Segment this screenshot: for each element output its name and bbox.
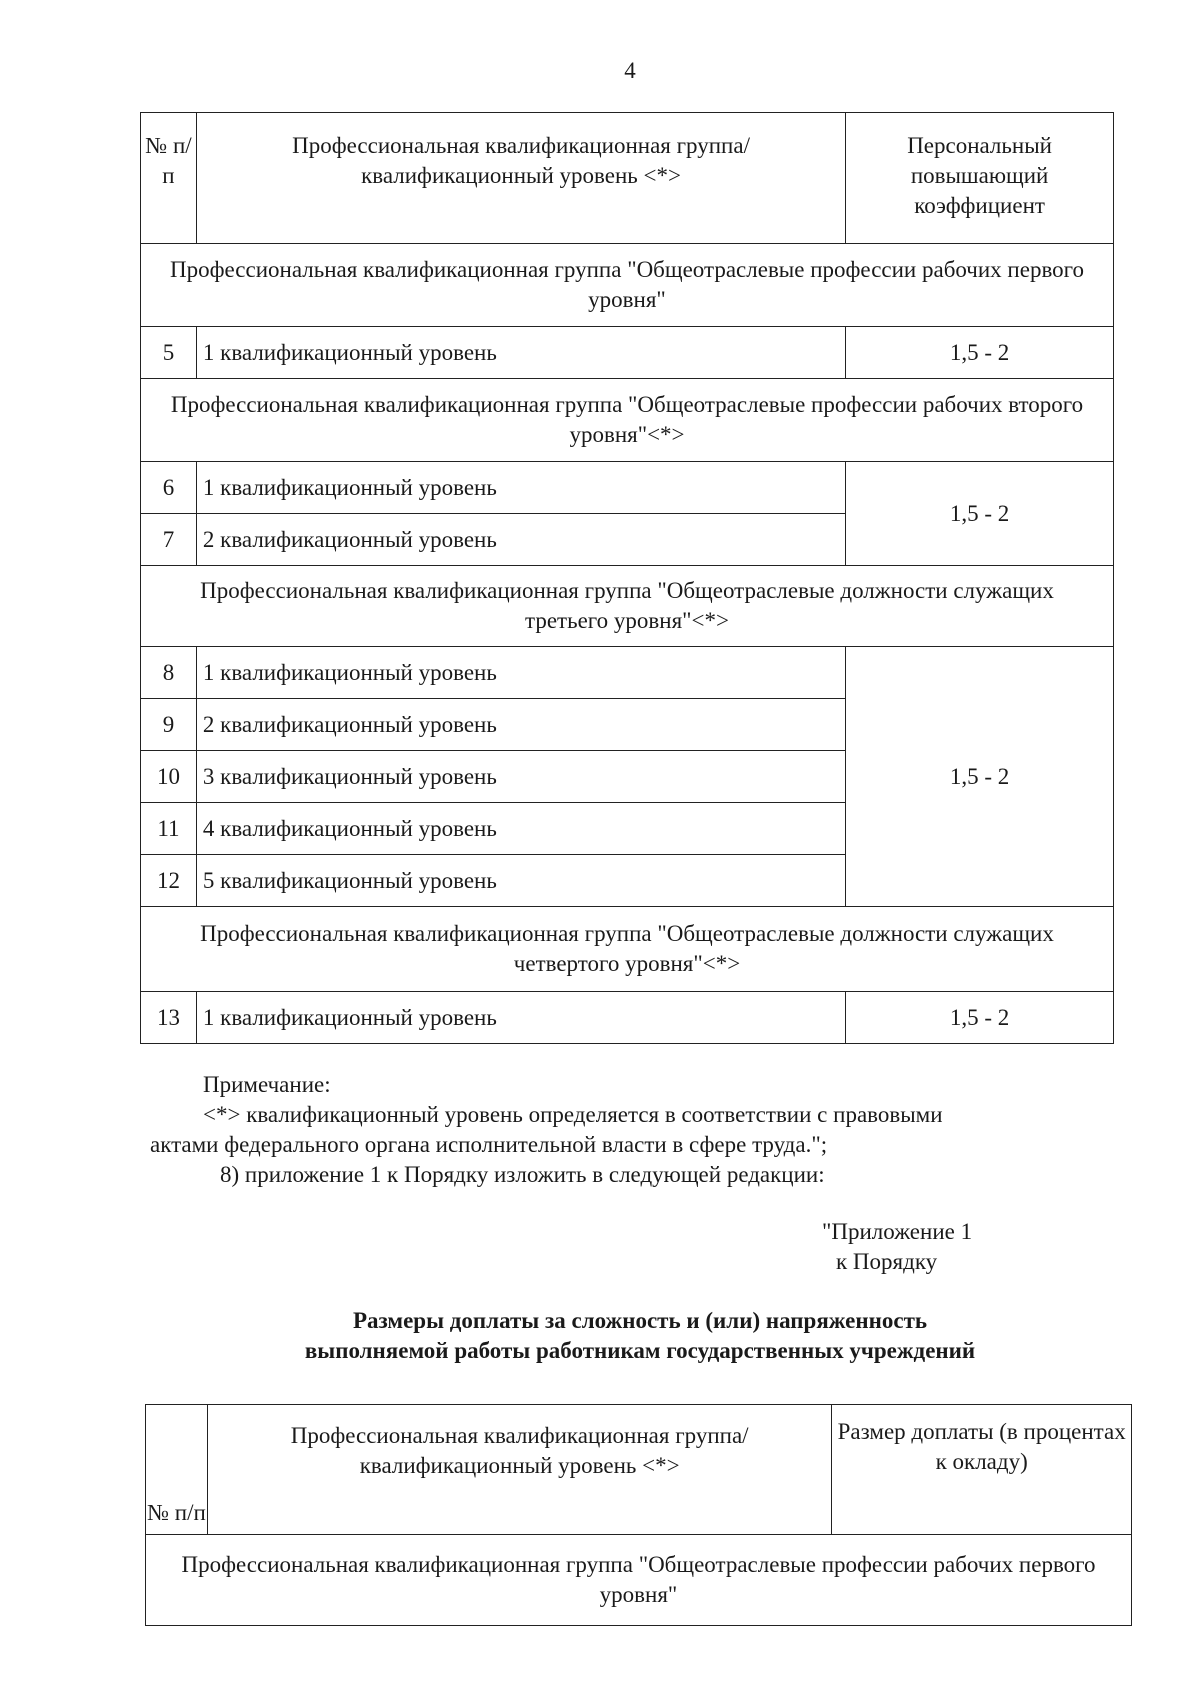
row-coefficient: 1,5 - 2 — [846, 462, 1114, 566]
group-row — [141, 566, 1114, 647]
group-title: Профессиональная квалификационная группа "Общеотраслевые должности служащих четвертого уровня"<*> — [141, 907, 1114, 992]
note-label: Примечание: — [203, 1072, 331, 1097]
document-title-line-1: Размеры доплаты за сложность и (или) напряженность — [352, 1308, 928, 1333]
group-title: Профессиональная квалификационная группа "Общеотраслевые профессии рабочих второго уровня"<*> — [141, 379, 1114, 462]
group-row — [141, 907, 1114, 992]
header-group: Профессиональная квалификационная группа/квалификационный уровень <*> — [196, 113, 845, 244]
row-number: 6 — [141, 462, 197, 514]
table-header-row — [141, 113, 1114, 244]
surcharge-table — [145, 1404, 1132, 1626]
table-row — [141, 647, 1114, 699]
row-number: 5 — [141, 327, 197, 379]
row-level: 5 квалификационный уровень — [196, 855, 845, 907]
appendix-line-2: к Порядку — [836, 1249, 938, 1274]
table-row — [141, 327, 1114, 379]
row-number: 9 — [141, 699, 197, 751]
appendix-line-1: "Приложение 1 — [822, 1219, 973, 1244]
page-number: 4 — [624, 58, 636, 83]
row-coefficient: 1,5 - 2 — [846, 647, 1114, 907]
row-number: 10 — [141, 751, 197, 803]
row-number: 7 — [141, 514, 197, 566]
note-line-2: актами федерального органа исполнительной власти в сфере труда."; — [150, 1132, 828, 1157]
row-level: 1 квалификационный уровень — [196, 647, 845, 699]
row-level: 2 квалификационный уровень — [196, 514, 845, 566]
row-level: 4 квалификационный уровень — [196, 803, 845, 855]
row-coefficient: 1,5 - 2 — [846, 327, 1114, 379]
row-coefficient: 1,5 - 2 — [846, 992, 1114, 1044]
note-line-1: <*> квалификационный уровень определяется в соответствии с правовыми — [203, 1102, 943, 1127]
header-number: № п/п — [146, 1405, 208, 1535]
coefficient-table — [140, 112, 1114, 1044]
row-level: 1 квалификационный уровень — [196, 462, 845, 514]
row-number: 12 — [141, 855, 197, 907]
row-number: 13 — [141, 992, 197, 1044]
row-level: 3 квалификационный уровень — [196, 751, 845, 803]
group-title: Профессиональная квалификационная группа "Общеотраслевые профессии рабочих первого уровня" — [146, 1535, 1132, 1626]
table-header-row — [146, 1405, 1132, 1535]
row-level: 1 квалификационный уровень — [196, 992, 845, 1044]
table-row — [141, 462, 1114, 514]
header-group: Профессиональная квалификационная группа/квалификационный уровень <*> — [207, 1405, 831, 1535]
group-title: Профессиональная квалификационная группа "Общеотраслевые должности служащих третьего уровня"<*> — [141, 566, 1114, 647]
group-row — [141, 379, 1114, 462]
group-title: Профессиональная квалификационная группа "Общеотраслевые профессии рабочих первого уровня" — [141, 244, 1114, 327]
header-amount: Размер доплаты (в процентах к окладу) — [832, 1405, 1132, 1535]
row-number: 11 — [141, 803, 197, 855]
header-coefficient: Персональный повышающий коэффициент — [846, 113, 1114, 244]
note-line-3: 8) приложение 1 к Порядку изложить в следующей редакции: — [220, 1162, 825, 1187]
header-number: № п/п — [141, 113, 197, 244]
row-level: 2 квалификационный уровень — [196, 699, 845, 751]
row-level: 1 квалификационный уровень — [196, 327, 845, 379]
group-row — [141, 244, 1114, 327]
table-row — [141, 992, 1114, 1044]
document-title-line-2: выполняемой работы работникам государственных учреждений — [304, 1338, 976, 1363]
row-number: 8 — [141, 647, 197, 699]
group-row — [146, 1535, 1132, 1626]
